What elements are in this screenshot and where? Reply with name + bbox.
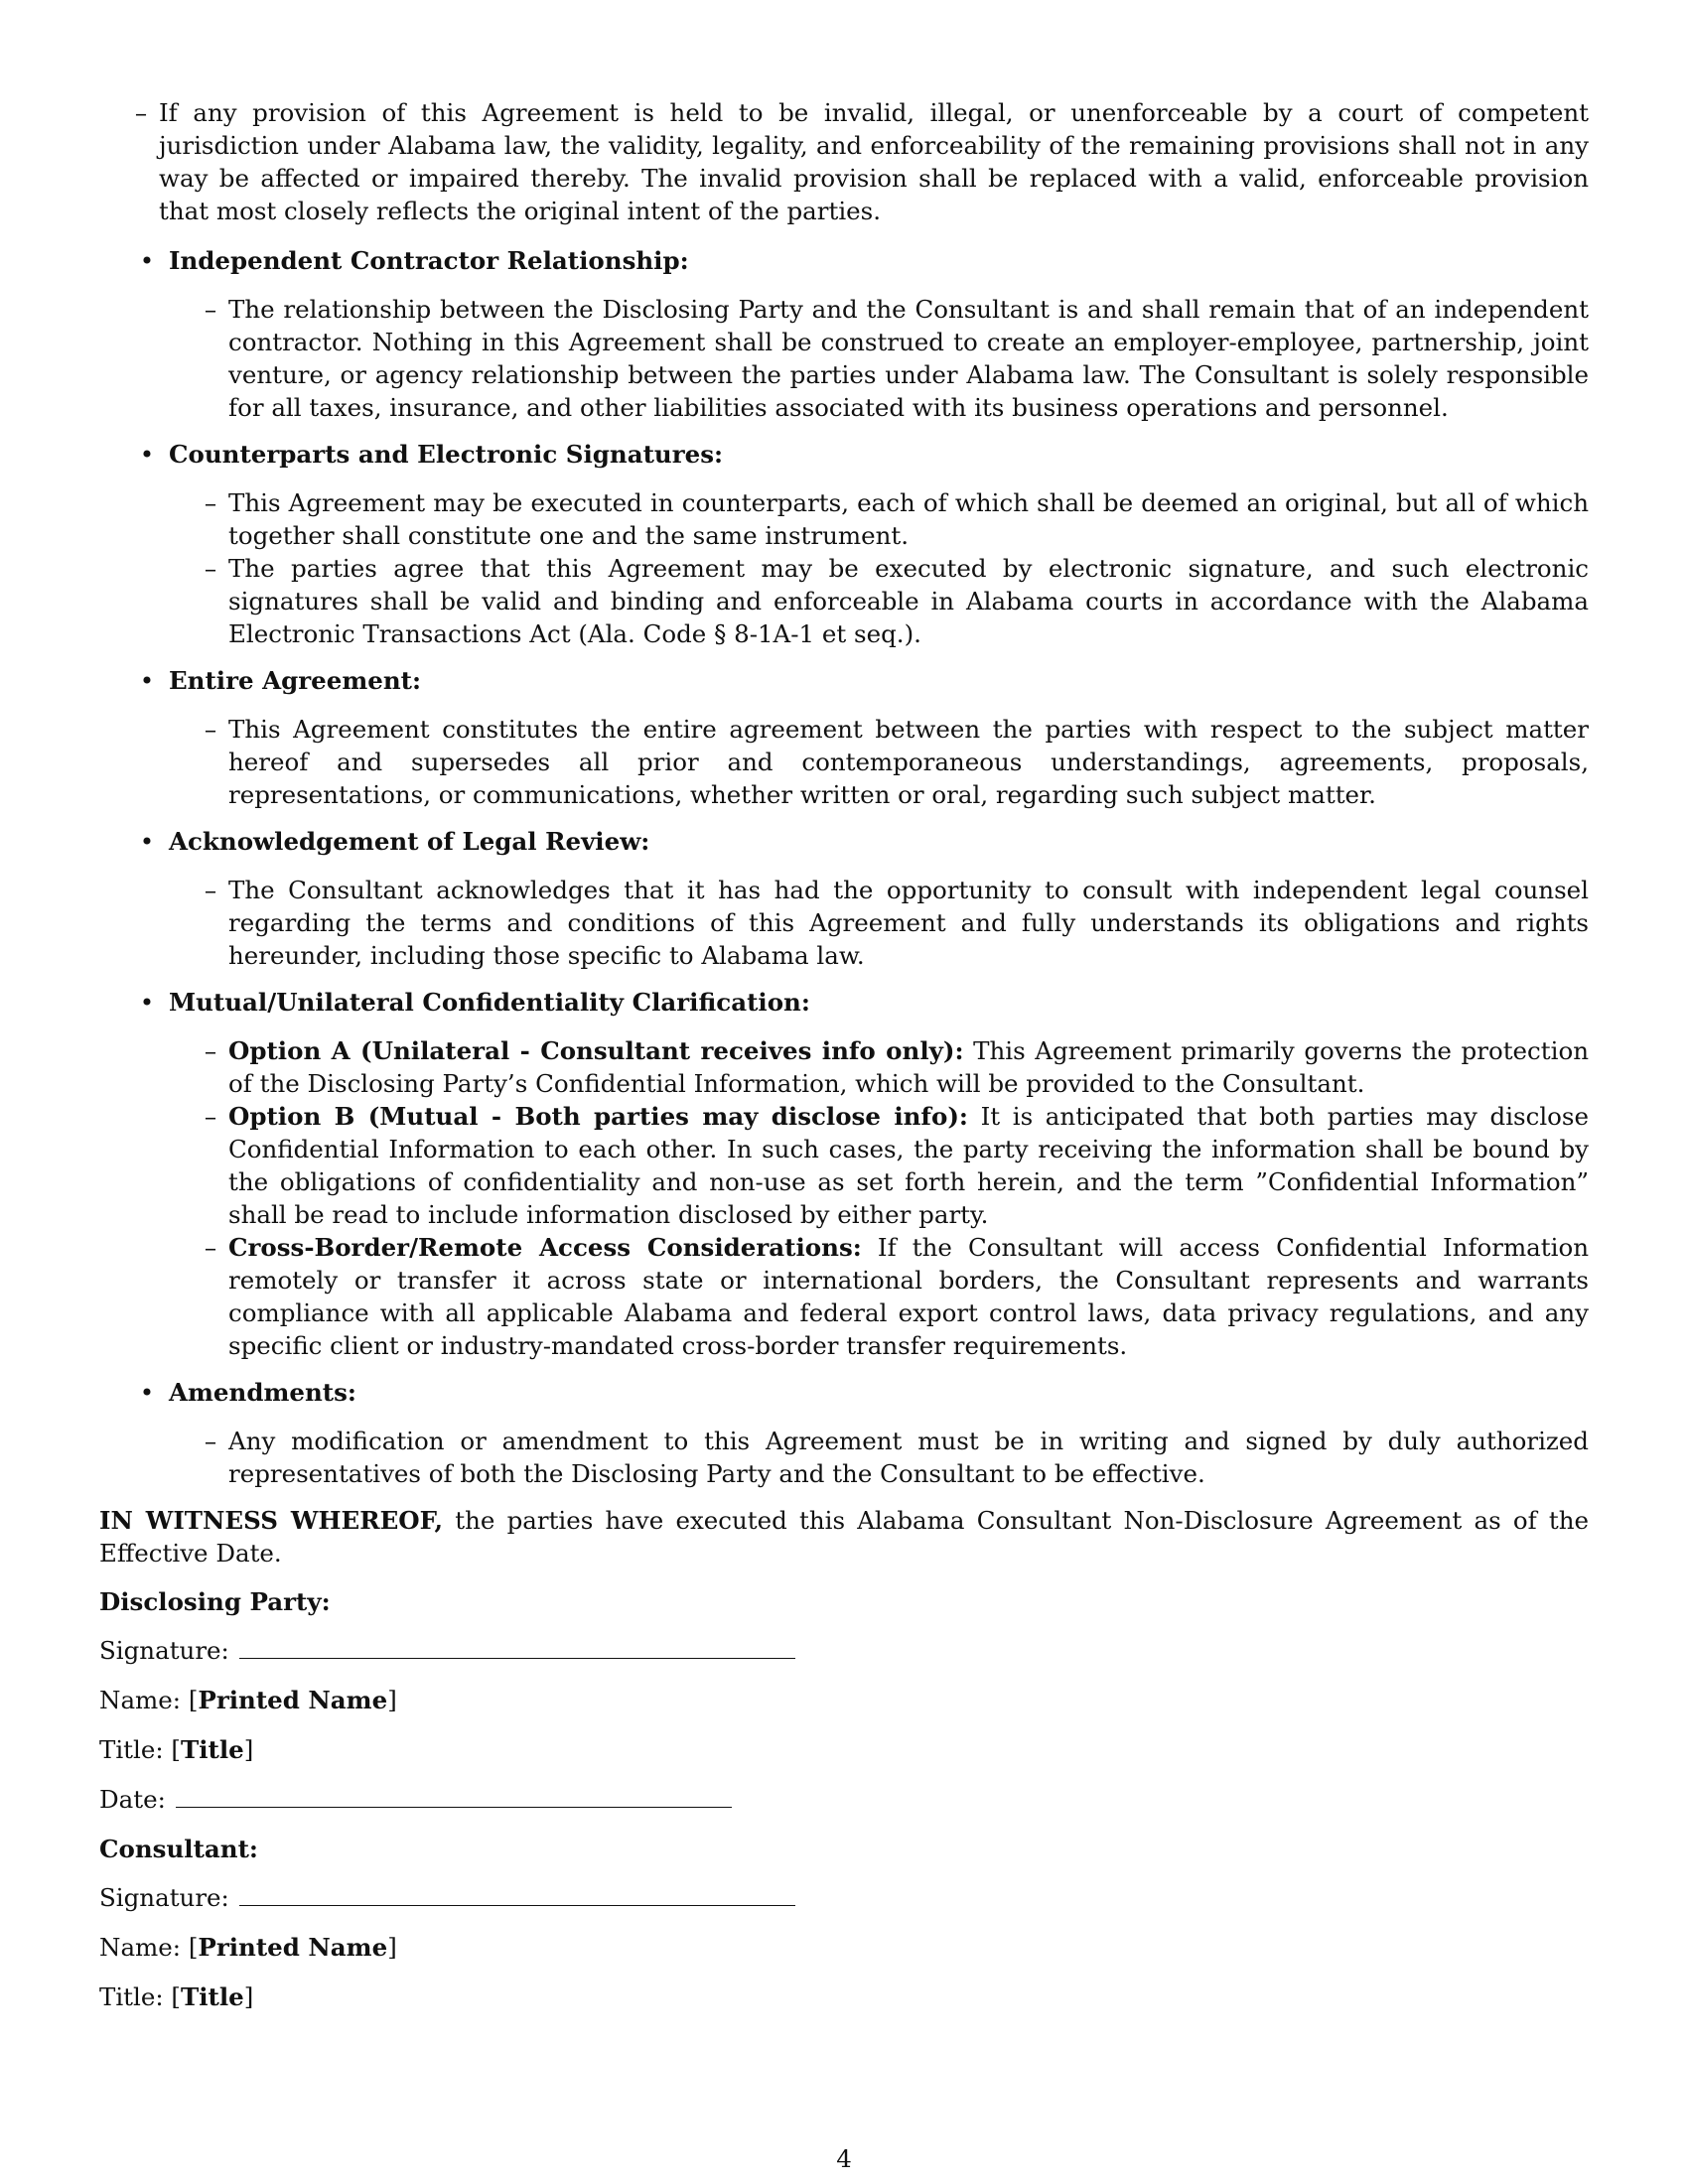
date-row — [99, 1783, 1589, 1816]
clause-text: Any modification or amendment to this Agreement must be in writing and signed by duly authorized representatives of both the Disclosing Party and the Consultant to be effective. — [228, 1427, 1589, 1488]
signature-label: Signature: — [99, 1883, 229, 1912]
option-a-text — [228, 1034, 1589, 1100]
option-b-text — [228, 1100, 1589, 1231]
signature-row — [99, 1881, 1589, 1914]
severability-text: If any provision of this Agreement is held to be invalid, illegal, or unenforceable by a court of competent jurisdiction under Alabama law, the validity, legality, and enforceability of the remaining provisions shall not in any way be affected or impaired thereby. The invalid provision shall be replaced with a valid, enforceable provision that most closely reflects the original intent of the parties. — [159, 98, 1589, 225]
title-label: Title: — [99, 1982, 164, 2011]
clause-text: This Agreement constitutes the entire agreement between the parties with respect to the subject matter hereof and supersedes all prior and contemporaneous understandings, agreements, proposals, representations, or communications, whether written or oral, regarding such subject matter. — [228, 715, 1589, 809]
list-item — [169, 552, 1589, 650]
document-page — [99, 96, 1589, 2030]
title-placeholder[interactable]: Title — [180, 1982, 244, 2011]
clause-legal-review — [99, 825, 1589, 972]
bullet-icon: • — [139, 440, 155, 469]
dash-marker: – — [204, 554, 217, 583]
date-label: Date: — [99, 1785, 166, 1814]
clause-independent-contractor — [99, 244, 1589, 424]
clause-text: This Agreement may be executed in counterparts, each of which shall be deemed an original, but all of which together shall constitute one and the same instrument. — [228, 488, 1589, 550]
consultant-block — [99, 1833, 1589, 2013]
signature-line[interactable] — [239, 1885, 795, 1906]
witness-text: the parties have executed this Alabama Consultant Non-Disclosure Agreement as of the Effective Date. — [99, 1506, 1589, 1568]
name-label: Name: — [99, 1933, 182, 1962]
title-row: Title: [Title] — [99, 1735, 254, 1764]
list-item — [169, 713, 1589, 811]
severability-list — [99, 96, 1589, 227]
clause-items — [169, 713, 1589, 811]
title-label: Title: — [99, 1735, 164, 1764]
clause-items — [169, 486, 1589, 650]
signature-line[interactable] — [239, 1638, 795, 1659]
clause-items — [169, 874, 1589, 972]
clause-text: The Consultant acknowledges that it has had the opportunity to consult with independent legal counsel regarding the terms and conditions of this Agreement and fully understands its obligations and rights hereunder, including those specific to Alabama law. — [228, 876, 1589, 970]
name-row: Name: [Printed Name] — [99, 1686, 397, 1714]
list-item — [169, 486, 1589, 552]
clause-items — [169, 1425, 1589, 1490]
dash-marker: – — [204, 876, 217, 904]
bullet-icon: • — [139, 988, 155, 1017]
clause-title: Acknowledgement of Legal Review: — [169, 827, 650, 856]
option-body: This Agreement primarily governs the protection of the Disclosing Party’s Confidential Information, which will be provided to the Consultant. — [228, 1036, 1589, 1098]
list-item — [169, 1231, 1589, 1362]
clause-title: Entire Agreement: — [169, 666, 422, 695]
list-item — [169, 293, 1589, 424]
bullet-icon: • — [139, 246, 155, 275]
clause-text: The relationship between the Disclosing Party and the Consultant is and shall remain that of an independent contractor. Nothing in this Agreement shall be construed to create an employer-employee, partnership, joint venture, or agency relationship between the parties under Alabama law. The Consultant is solely responsible for all taxes, insurance, and other liabilities associated with its business operations and personnel. — [228, 295, 1589, 422]
bullet-icon: • — [139, 1378, 155, 1407]
dash-marker: – — [204, 295, 217, 324]
clause-items — [169, 293, 1589, 424]
list-item — [169, 1034, 1589, 1100]
clauses-list — [99, 244, 1589, 1490]
consultant-heading: Consultant: — [99, 1835, 258, 1863]
clause-confidentiality-clarification — [99, 986, 1589, 1362]
bullet-icon: • — [139, 827, 155, 856]
clause-amendments — [99, 1376, 1589, 1490]
option-label: Cross-Border/Remote Access Considerations: — [228, 1233, 862, 1262]
list-item — [169, 1100, 1589, 1231]
dash-marker: – — [204, 715, 217, 744]
clause-title: Amendments: — [169, 1378, 356, 1407]
page-number: 4 — [836, 2144, 852, 2173]
clause-items — [169, 1034, 1589, 1362]
name-placeholder[interactable]: Printed Name — [198, 1686, 388, 1714]
option-body: It is anticipated that both parties may disclose Confidential Information to each other. In such cases, the party receiving the information shall be bound by the obligations of confidentiality and non-use as set forth herein, and the term ”Confidential Information” shall be read to include information disclosed by either party. — [228, 1102, 1589, 1229]
witness-lead: IN WITNESS WHEREOF, — [99, 1506, 444, 1535]
signature-row — [99, 1634, 1589, 1667]
title-placeholder[interactable]: Title — [180, 1735, 244, 1764]
name-label: Name: — [99, 1686, 182, 1714]
disclosing-party-heading: Disclosing Party: — [99, 1587, 331, 1616]
dash-marker: – — [134, 98, 148, 127]
cross-border-text — [228, 1231, 1589, 1362]
clause-counterparts — [99, 438, 1589, 650]
date-line[interactable] — [176, 1787, 732, 1808]
dash-marker: – — [204, 1102, 217, 1131]
option-body: If the Consultant will access Confidential Information remotely or transfer it across state or international borders, the Consultant represents and warrants compliance with all applicable Alabama and federal export control laws, data privacy regulations, and any specific client or industry-mandated cross-border transfer requirements. — [228, 1233, 1589, 1360]
option-label: Option A (Unilateral - Consultant receives info only): — [228, 1036, 964, 1065]
option-label: Option B (Mutual - Both parties may disclose info): — [228, 1102, 968, 1131]
name-row: Name: [Printed Name] — [99, 1933, 397, 1962]
list-item — [169, 1425, 1589, 1490]
dash-marker: – — [204, 1427, 217, 1455]
clause-entire-agreement — [99, 664, 1589, 811]
clause-title: Counterparts and Electronic Signatures: — [169, 440, 724, 469]
title-row: Title: [Title] — [99, 1982, 254, 2011]
bullet-icon: • — [139, 666, 155, 695]
dash-marker: – — [204, 488, 217, 517]
witness-statement — [99, 1504, 1589, 1570]
list-item — [169, 874, 1589, 972]
dash-marker: – — [204, 1036, 217, 1065]
disclosing-party-block — [99, 1585, 1589, 1816]
clause-title: Mutual/Unilateral Confidentiality Clarification: — [169, 988, 810, 1017]
clause-text: The parties agree that this Agreement may be executed by electronic signature, and such electronic signatures shall be valid and binding and enforceable in Alabama courts in accordance with the Alabama Electronic Transactions Act (Ala. Code § 8-1A-1 et seq.). — [228, 554, 1589, 648]
clause-title: Independent Contractor Relationship: — [169, 246, 689, 275]
list-item — [99, 96, 1589, 227]
name-placeholder[interactable]: Printed Name — [198, 1933, 388, 1962]
dash-marker: – — [204, 1233, 217, 1262]
signature-label: Signature: — [99, 1636, 229, 1665]
